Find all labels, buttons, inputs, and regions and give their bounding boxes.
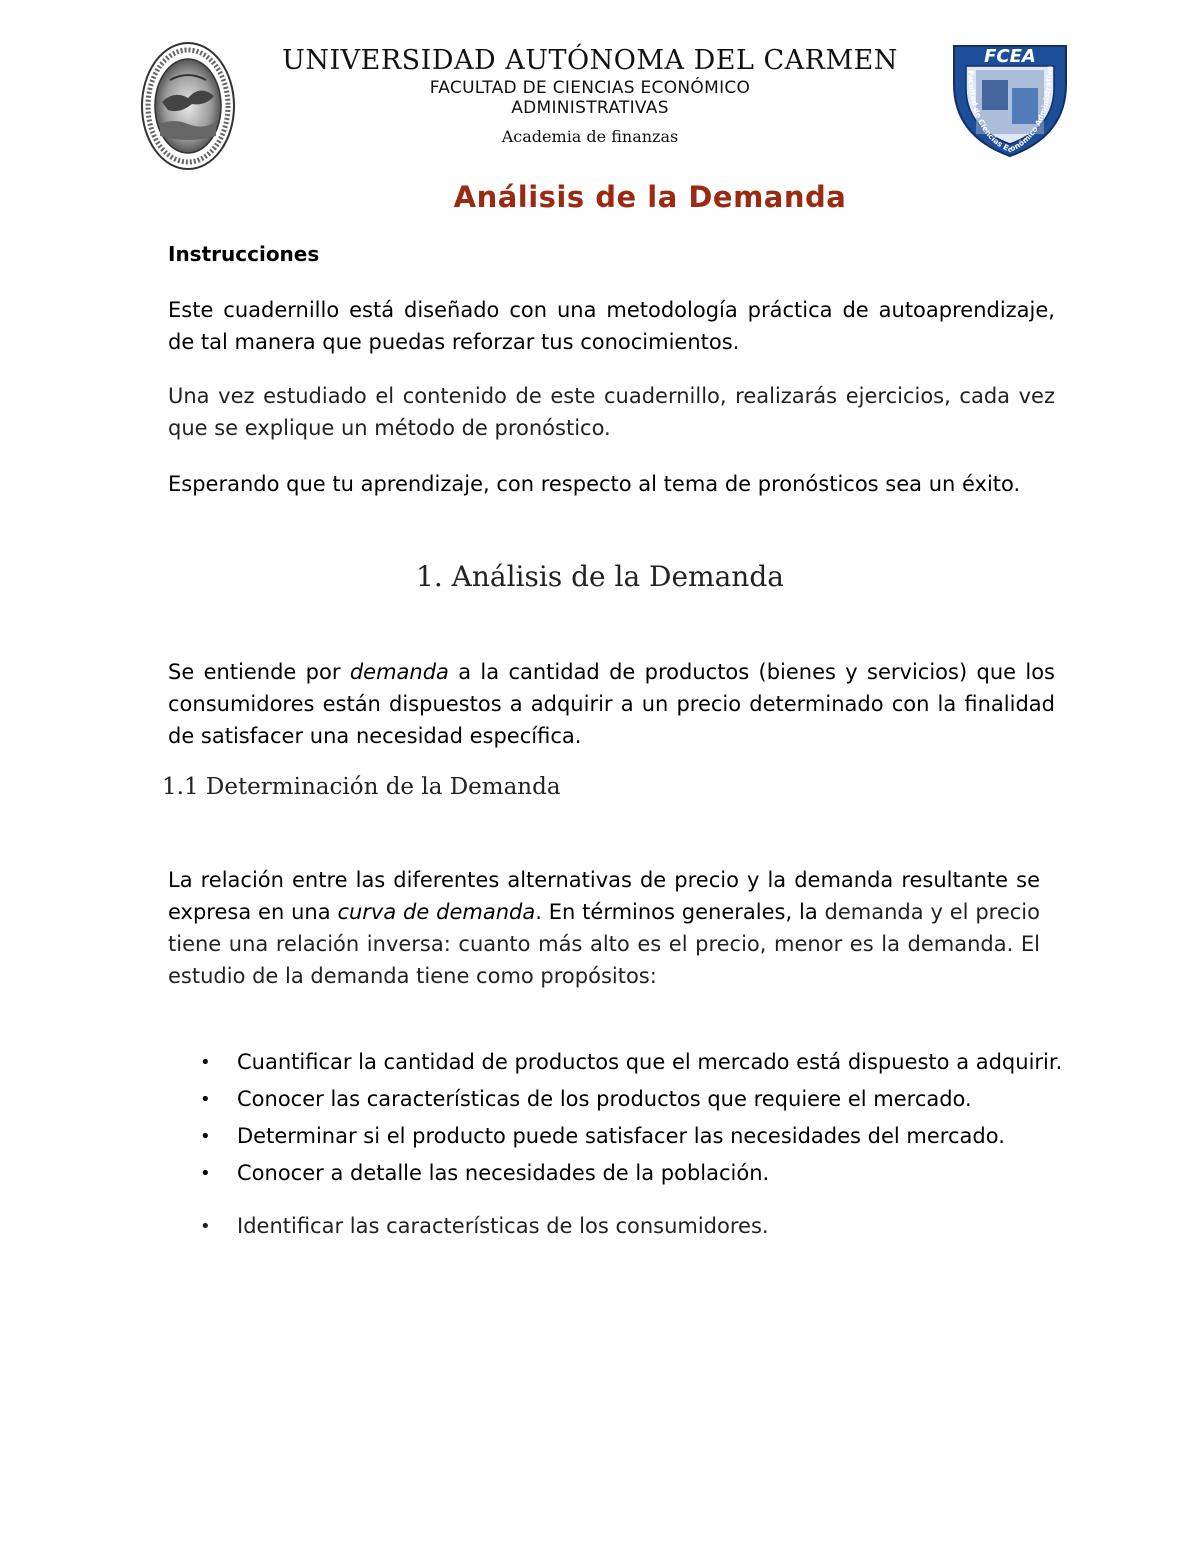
demand-definition-paragraph	[168, 656, 1055, 752]
section-1-heading: 1. Análisis de la Demanda	[416, 560, 784, 593]
bullet-icon: •	[200, 1052, 211, 1073]
instructions-paragraph-2	[168, 380, 1055, 444]
section-1-1-paragraph	[168, 864, 1040, 992]
demand-curve-emphasis: curva de demanda	[337, 900, 536, 924]
academy-name: Academia de finanzas	[501, 127, 679, 146]
list-item	[200, 1120, 1070, 1153]
instructions-paragraph-3	[168, 468, 1055, 500]
university-seal-icon	[140, 40, 236, 172]
list-item-text: Conocer a detalle las necesidades de la población.	[237, 1161, 770, 1185]
instructions-p2: Una vez estudiado el contenido de este cuadernillo, realizarás ejercicios, cada vez que se explique un método de pronóstico.	[168, 384, 1055, 440]
demand-curve-text-b: . En términos generales, la	[535, 900, 818, 924]
instructions-p3: Esperando que tu aprendizaje, con respecto al tema de pronósticos sea un éxito.	[168, 472, 1021, 496]
institution-header	[240, 44, 940, 148]
list-item-text: Cuantificar la cantidad de productos que el mercado está dispuesto a adquirir.	[237, 1050, 1063, 1074]
purposes-list	[200, 1046, 1070, 1247]
demand-curve-text-c: demanda y el precio tiene una relación inversa: cuanto más alto es el precio, menor es la demanda. El estudio de la demanda tiene como propósitos:	[168, 900, 1040, 988]
list-item-text: Determinar si el producto puede satisfacer las necesidades del mercado.	[237, 1124, 1005, 1148]
bullet-icon: •	[200, 1126, 211, 1147]
document-title: Análisis de la Demanda	[453, 180, 847, 214]
bullet-icon: •	[200, 1216, 211, 1237]
fcea-logo-text: FCEA	[984, 46, 1036, 67]
faculty-name-line2: ADMINISTRATIVAS	[511, 98, 669, 118]
bullet-icon: •	[200, 1163, 211, 1184]
instructions-p1: Este cuadernillo está diseñado con una metodología práctica de autoaprendizaje, de tal manera que puedas reforzar tus conocimientos.	[168, 298, 1055, 354]
university-name: UNIVERSIDAD AUTÓNOMA DEL CARMEN	[282, 45, 898, 76]
section-1-paragraph	[168, 656, 1055, 752]
faculty-name-line1: FACULTAD DE CIENCIAS ECONÓMICO	[429, 78, 751, 98]
list-item	[200, 1210, 1070, 1243]
section-1-1-heading: 1.1 Determinación de la Demanda	[162, 774, 561, 800]
fcea-shield-logo	[948, 40, 1072, 158]
fcea-logo-ring-text: Facultad de Ciencias Económico Administrativa	[966, 65, 1055, 155]
list-item	[200, 1157, 1070, 1190]
demand-curve-paragraph	[168, 864, 1040, 992]
demand-emphasis: demanda	[349, 660, 449, 684]
demand-definition-text-b: a la cantidad de productos (bienes y servicios) que los consumidores están dispuestos a adquirir a un precio determinado con la finalidad de satisfacer una necesidad específica.	[168, 660, 1055, 748]
demand-curve-text-a: La relación entre las diferentes alternativas de precio y la demanda resultante se expresa en una	[168, 868, 1040, 924]
demand-definition-text-a: Se entiende por	[168, 660, 350, 684]
instructions-heading: Instrucciones	[168, 242, 320, 266]
instructions-paragraph-1	[168, 294, 1055, 358]
list-item-text: Identificar las características de los consumidores.	[237, 1214, 769, 1238]
instructions-heading-block	[168, 238, 1055, 270]
list-item	[200, 1046, 1070, 1079]
list-item-text: Conocer las características de los productos que requiere el mercado.	[237, 1087, 972, 1111]
bullet-icon: •	[200, 1089, 211, 1110]
list-item	[200, 1083, 1070, 1116]
